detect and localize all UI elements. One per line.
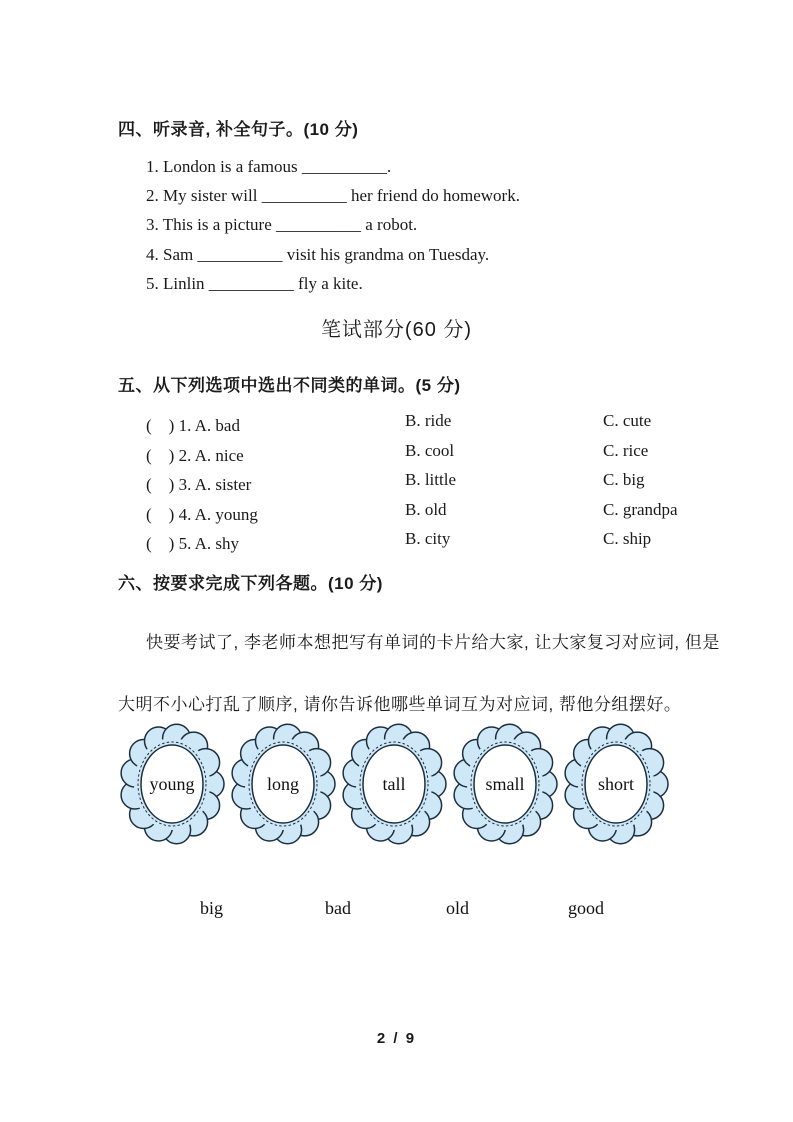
section-six-paragraph-line1: 快要考试了, 李老师本想把写有单词的卡片给大家, 让大家复习对应词, 但是 <box>146 633 720 652</box>
section-five-title: 五、从下列选项中选出不同类的单词。(5 分) <box>118 376 461 395</box>
choice-4-option-b: B. old <box>405 500 447 519</box>
choice-2-option-b: B. cool <box>405 441 455 460</box>
choice-5-option-a: ( ) 5. A. shy <box>146 534 240 553</box>
flower-word: long <box>266 774 299 794</box>
page-number: 2 / 9 <box>376 1030 417 1047</box>
choice-3-option-c: C. big <box>603 470 645 489</box>
listening-sentence-5: 5. Linlin __________ fly a kite. <box>146 274 363 293</box>
choice-5-option-c: C. ship <box>603 529 652 548</box>
flower-card-young <box>117 721 227 848</box>
flower-card-long <box>228 721 338 848</box>
choice-row-4 <box>0 500 793 522</box>
scattered-word-bad: bad <box>325 898 351 918</box>
choice-1-option-a: ( ) 1. A. bad <box>146 416 240 435</box>
scattered-word-big: big <box>200 898 224 918</box>
choice-5-option-b: B. city <box>405 529 451 548</box>
flower-card-small <box>450 721 560 848</box>
written-part-header: 笔试部分(60 分) <box>320 319 473 341</box>
listening-sentence-3: 3. This is a picture __________ a robot. <box>146 215 418 234</box>
choice-1-option-c: C. cute <box>603 411 652 430</box>
listening-sentence-2: 2. My sister will __________ her friend do homework. <box>146 186 520 205</box>
choice-row-5 <box>0 529 793 551</box>
flower-card-tall <box>339 721 449 848</box>
scattered-word-good: good <box>568 898 604 918</box>
choice-4-option-c: C. grandpa <box>603 500 678 519</box>
choice-4-option-a: ( ) 4. A. young <box>146 505 258 524</box>
scattered-word-old: old <box>446 898 470 918</box>
flower-word: small <box>485 774 525 794</box>
choice-2-option-c: C. rice <box>603 441 649 460</box>
section-six-paragraph-line2: 大明不小心打乱了顺序, 请你告诉他哪些单词互为对应词, 帮他分组摆好。 <box>118 695 682 714</box>
choice-1-option-b: B. ride <box>405 411 452 430</box>
section-listening-title: 四、听录音, 补全句子。(10 分) <box>118 120 359 139</box>
section-six-title: 六、按要求完成下列各题。(10 分) <box>118 574 383 593</box>
flower-word: young <box>149 774 195 794</box>
choice-row-3 <box>0 470 793 492</box>
listening-sentence-1: 1. London is a famous __________. <box>146 157 392 176</box>
listening-sentence-4: 4. Sam __________ visit his grandma on Tuesday. <box>146 245 490 264</box>
choice-row-1 <box>0 411 793 433</box>
flower-word: tall <box>382 774 406 794</box>
choice-3-option-a: ( ) 3. A. sister <box>146 475 252 494</box>
choice-3-option-b: B. little <box>405 470 456 489</box>
choice-row-2 <box>0 441 793 463</box>
flower-card-short <box>561 721 671 848</box>
choice-2-option-a: ( ) 2. A. nice <box>146 446 244 465</box>
flower-card-row <box>117 721 671 848</box>
flower-word: short <box>598 774 634 794</box>
